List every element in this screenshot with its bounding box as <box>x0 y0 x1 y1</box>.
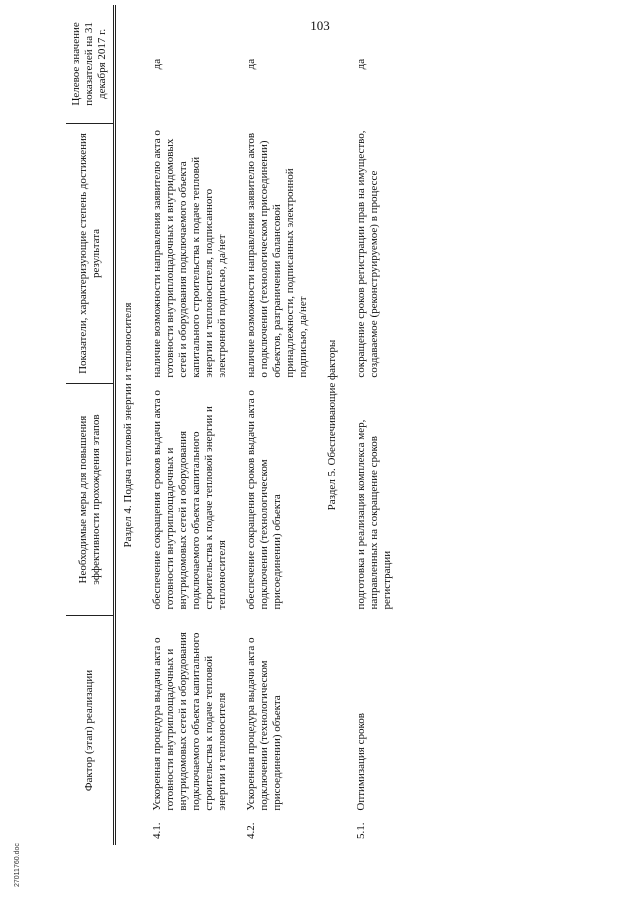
section-5-title: Раздел 5. Обеспечивающие факторы <box>326 339 338 511</box>
table-row <box>239 5 320 845</box>
measures-cell: подготовка и реализация комплекса мер, направленных на сокращение сроков регистрации <box>355 419 393 610</box>
section-4-title: Раздел 4. Подача тепловой энергии и теплоносителя <box>122 302 134 548</box>
document-code: 27011760.doc <box>14 843 21 887</box>
page-number: 103 <box>310 18 330 33</box>
section-row <box>115 5 146 845</box>
header-measures: Необходимые меры для повышения эффективности прохождения этапов <box>66 384 115 616</box>
row-number: 4.1. <box>151 822 163 839</box>
header-factor: Фактор (этап) реализации <box>66 615 115 845</box>
target-cell: да <box>245 58 257 70</box>
measures-table <box>66 5 404 845</box>
indicators-cell: наличие возможности направления заявителю актов о подключении (технологическом присоединении) объектов, разграничении балансовой принадлежности, подписанных электронной подписью, да/нет <box>245 132 309 378</box>
table-header-row <box>66 5 115 845</box>
measures-cell: обеспечение сокращения сроков выдачи акта о готовности внутриплощадочных и внутридомовых сетей и оборудования подключаемого объекта капитального строительства к подаче тепловой энергии и теплоносителя <box>151 390 228 610</box>
indicators-cell: сокращение сроков регистрации прав на имущество, создаваемое (реконструируемое) в процессе <box>355 130 380 378</box>
measures-cell: обеспечение сокращения сроков выдачи акта о подключении (технологическом присоединении) объекта <box>245 390 283 610</box>
factor-cell: Ускоренная процедура выдачи акта о готовности внутриплощадочных и внутридомовых сетей и оборудования подключаемого объекта капитального строительства к подаче тепловой энергии и теплоносителя <box>151 632 228 811</box>
row-number: 4.2. <box>245 822 257 839</box>
section-row <box>320 5 349 845</box>
target-cell: да <box>151 58 163 70</box>
table-row <box>145 5 239 845</box>
indicators-cell: наличие возможности направления заявителю акта о готовности внутриплощадочных и внутридомовых сетей и оборудования подключаемого объекта капитального строительства к подаче тепловой энергии и теплоносителя, подписанного электронной подписью, да/нет <box>151 130 228 378</box>
target-cell: да <box>355 58 367 70</box>
header-target: Целевое значение показателей на 31 декабря 2017 г. <box>66 5 115 123</box>
factor-cell: Ускоренная процедура выдачи акта о подключении (технологическом присоединении) объекта <box>245 637 283 811</box>
row-number: 5.1. <box>355 822 367 839</box>
table-row <box>349 5 404 845</box>
factor-cell: Оптимизация сроков <box>355 713 367 811</box>
header-indicators: Показатели, характеризующие степень достижения результата <box>66 123 115 383</box>
